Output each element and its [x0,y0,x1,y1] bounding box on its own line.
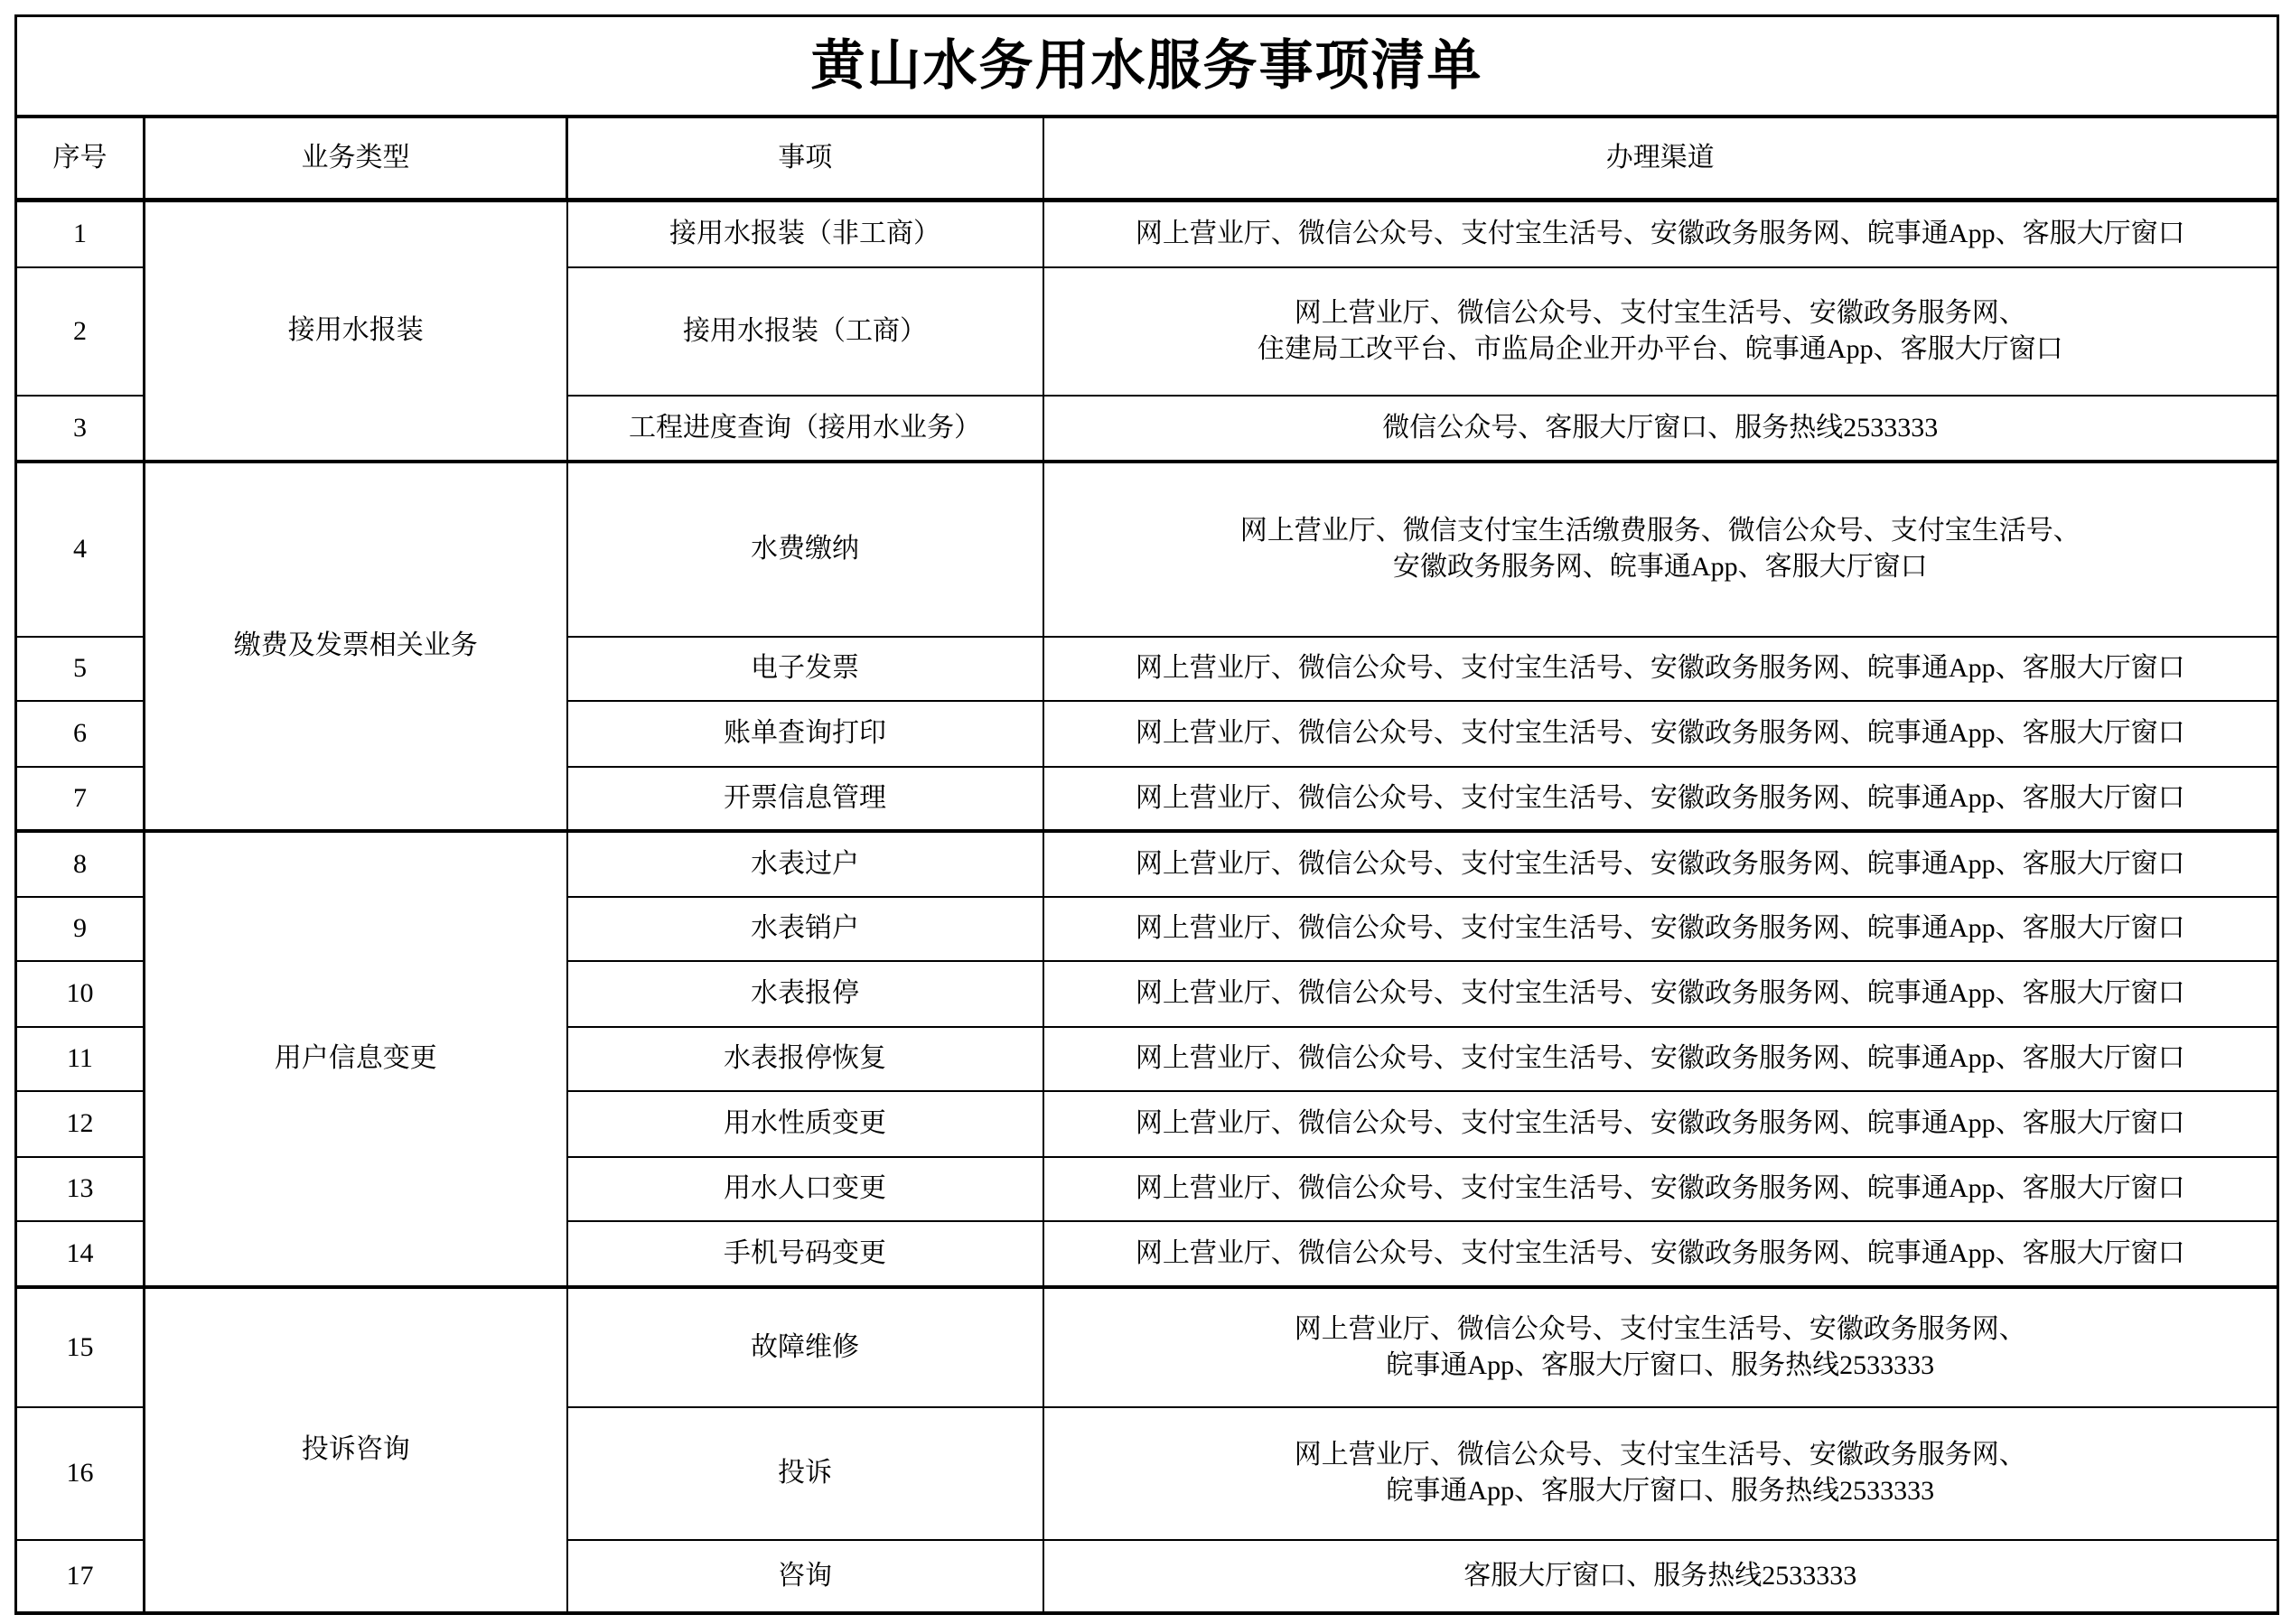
seq-cell: 9 [16,897,145,961]
channels-line: 网上营业厅、微信公众号、支付宝生活号、安徽政务服务网、皖事通App、客服大厅窗口 [1135,913,2185,943]
channels-cell [1043,897,2278,961]
channels-cell [1043,961,2278,1027]
seq-cell: 7 [16,767,145,831]
service-list-sheet [14,14,2277,1615]
channels-cell [1043,462,2278,637]
category-cell: 缴费及发票相关业务 [145,462,567,831]
header-category: 业务类型 [145,117,567,201]
seq-cell: 1 [16,201,145,267]
channels-line: 网上营业厅、微信公众号、支付宝生活号、安徽政务服务网、 [1294,1440,2026,1470]
channels-cell [1043,637,2278,701]
category-cell: 接用水报装 [145,201,567,462]
channels-line: 皖事通App、客服大厅窗口、服务热线2533333 [1386,1349,1935,1380]
channels-line: 网上营业厅、微信公众号、支付宝生活号、安徽政务服务网、皖事通App、客服大厅窗口 [1135,1043,2185,1073]
channels-cell [1043,831,2278,897]
channels-cell [1043,1091,2278,1157]
seq-cell: 13 [16,1157,145,1221]
channels-cell [1043,1027,2278,1091]
channels-line: 网上营业厅、微信公众号、支付宝生活号、安徽政务服务网、皖事通App、客服大厅窗口 [1135,1173,2185,1203]
item-cell: 咨询 [567,1540,1043,1613]
channels-cell [1043,1540,2278,1613]
seq-cell: 12 [16,1091,145,1157]
seq-cell: 4 [16,462,145,637]
table-row [16,1287,2278,1407]
seq-cell: 17 [16,1540,145,1613]
item-cell: 接用水报装（非工商） [567,201,1043,267]
channels-line: 网上营业厅、微信公众号、支付宝生活号、安徽政务服务网、 [1294,1313,2026,1344]
table-row [16,462,2278,637]
channels-line: 网上营业厅、微信公众号、支付宝生活号、安徽政务服务网、皖事通App、客服大厅窗口 [1135,1108,2185,1138]
channels-line: 皖事通App、客服大厅窗口、服务热线2533333 [1386,1476,1935,1506]
item-cell: 水费缴纳 [567,462,1043,637]
channels-line: 网上营业厅、微信公众号、支付宝生活号、安徽政务服务网、皖事通App、客服大厅窗口 [1135,782,2185,813]
item-cell: 手机号码变更 [567,1221,1043,1287]
seq-cell: 3 [16,396,145,462]
item-cell: 电子发票 [567,637,1043,701]
seq-cell: 11 [16,1027,145,1091]
channels-cell [1043,267,2278,396]
seq-cell: 10 [16,961,145,1027]
table-header-row [16,117,2278,201]
item-cell: 接用水报装（工商） [567,267,1043,396]
seq-cell: 14 [16,1221,145,1287]
category-cell: 用户信息变更 [145,831,567,1287]
channels-line: 网上营业厅、微信支付宝生活缴费服务、微信公众号、支付宝生活号、 [1239,516,2081,546]
channels-cell [1043,201,2278,267]
channels-line: 住建局工改平台、市监局企业开办平台、皖事通App、客服大厅窗口 [1257,333,2063,364]
channels-line: 网上营业厅、微信公众号、支付宝生活号、安徽政务服务网、皖事通App、客服大厅窗口 [1135,718,2185,748]
header-seq: 序号 [16,117,145,201]
item-cell: 水表报停 [567,961,1043,1027]
item-cell: 投诉 [567,1407,1043,1540]
item-cell: 水表报停恢复 [567,1027,1043,1091]
channels-cell [1043,1407,2278,1540]
channels-line: 客服大厅窗口、服务热线2533333 [1463,1560,1857,1591]
item-cell: 故障维修 [567,1287,1043,1407]
table-row [16,201,2278,267]
channels-line: 网上营业厅、微信公众号、支付宝生活号、安徽政务服务网、皖事通App、客服大厅窗口 [1135,653,2185,683]
channels-cell [1043,1287,2278,1407]
seq-cell: 8 [16,831,145,897]
service-table [14,14,2279,1615]
seq-cell: 16 [16,1407,145,1540]
item-cell: 开票信息管理 [567,767,1043,831]
seq-cell: 2 [16,267,145,396]
category-cell: 投诉咨询 [145,1287,567,1613]
item-cell: 工程进度查询（接用水业务） [567,396,1043,462]
page-title: 黄山水务用水服务事项清单 [16,16,2278,117]
table-row [16,831,2278,897]
seq-cell: 6 [16,701,145,767]
item-cell: 水表销户 [567,897,1043,961]
channels-cell [1043,1157,2278,1221]
channels-line: 网上营业厅、微信公众号、支付宝生活号、安徽政务服务网、皖事通App、客服大厅窗口 [1135,219,2185,249]
channels-cell [1043,1221,2278,1287]
channels-line: 网上营业厅、微信公众号、支付宝生活号、安徽政务服务网、皖事通App、客服大厅窗口 [1135,1237,2185,1268]
channels-line: 网上营业厅、微信公众号、支付宝生活号、安徽政务服务网、 [1294,297,2026,328]
item-cell: 用水人口变更 [567,1157,1043,1221]
seq-cell: 5 [16,637,145,701]
channels-cell [1043,767,2278,831]
seq-cell: 15 [16,1287,145,1407]
item-cell: 账单查询打印 [567,701,1043,767]
item-cell: 水表过户 [567,831,1043,897]
channels-line: 安徽政务服务网、皖事通App、客服大厅窗口 [1392,552,1928,582]
item-cell: 用水性质变更 [567,1091,1043,1157]
header-item: 事项 [567,117,1043,201]
channels-line: 网上营业厅、微信公众号、支付宝生活号、安徽政务服务网、皖事通App、客服大厅窗口 [1135,978,2185,1008]
header-channels: 办理渠道 [1043,117,2278,201]
channels-cell [1043,396,2278,462]
table-body [16,201,2278,1613]
channels-cell [1043,701,2278,767]
channels-line: 网上营业厅、微信公众号、支付宝生活号、安徽政务服务网、皖事通App、客服大厅窗口 [1135,848,2185,879]
channels-line: 微信公众号、客服大厅窗口、服务热线2533333 [1382,412,1939,443]
